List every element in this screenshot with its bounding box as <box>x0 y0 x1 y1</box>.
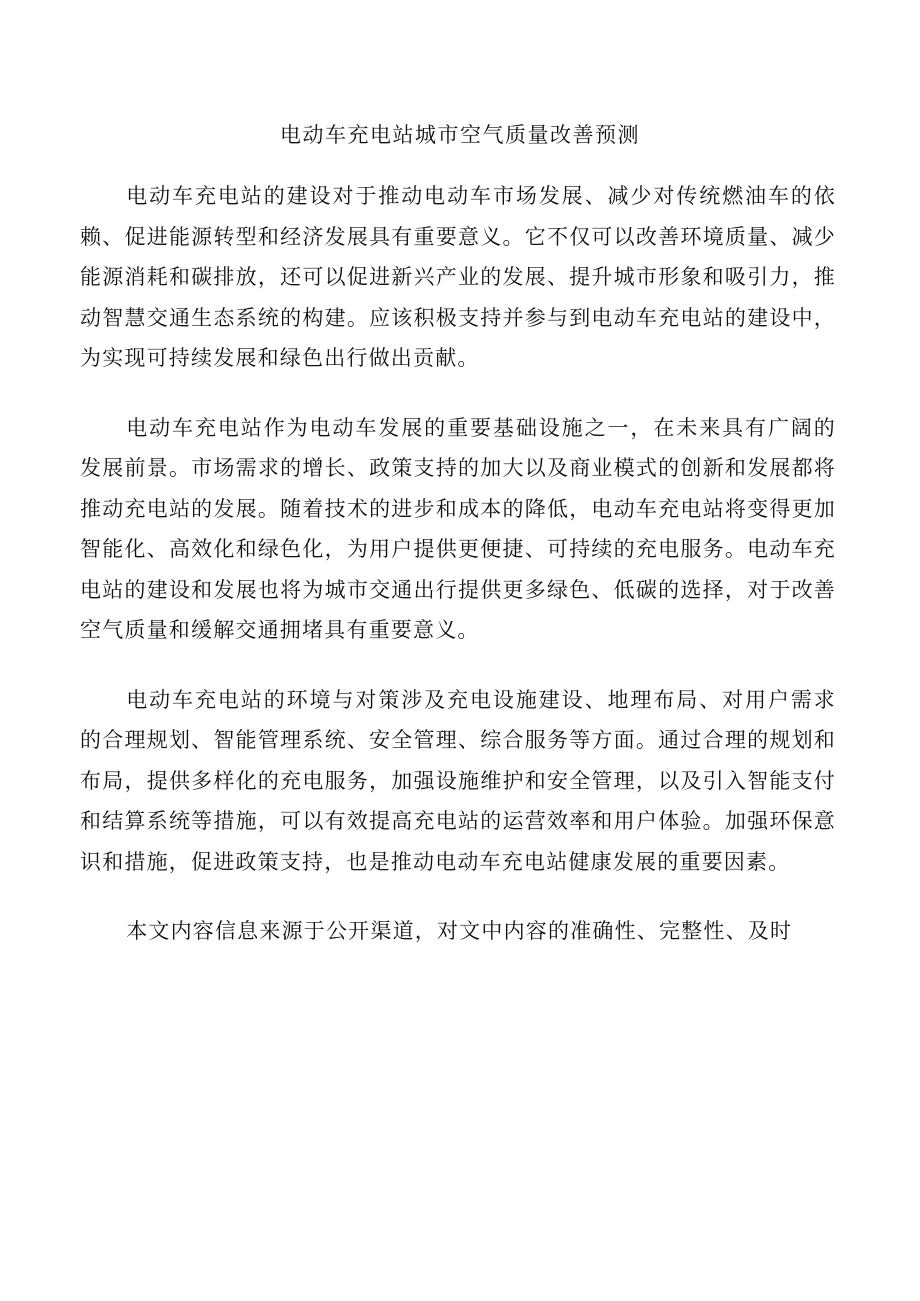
paragraph-3: 电动车充电站的环境与对策涉及充电设施建设、地理布局、对用户需求的合理规划、智能管理系统、安全管理、综合服务等方面。通过合理的规划和布局，提供多样化的充电服务，加强设施维护和安全管理，以及引入智能支付和结算系统等措施，可以有效提高充电站的运营效率和用户体验。加强环保意识和措施，促进政策支持，也是推动电动车充电站健康发展的重要因素。 <box>80 687 836 874</box>
paragraph-4: 本文内容信息来源于公开渠道，对文中内容的准确性、完整性、及时 <box>126 919 793 943</box>
document-body <box>80 176 836 952</box>
paragraph-1: 电动车充电站的建设对于推动电动车市场发展、减少对传统燃油车的依赖、促进能源转型和经济发展具有重要意义。它不仅可以改善环境质量、减少能源消耗和碳排放，还可以促进新兴产业的发展、提升城市形象和吸引力，推动智慧交通生态系统的构建。应该积极支持并参与到电动车充电站的建设中，为实现可持续发展和绿色出行做出贡献。 <box>80 184 836 370</box>
paragraph-2: 电动车充电站作为电动车发展的重要基础设施之一，在未来具有广阔的发展前景。市场需求的增长、政策支持的加大以及商业模式的创新和发展都将推动充电站的发展。随着技术的进步和成本的降低，电动车充电站将变得更加智能化、高效化和绿色化，为用户提供更便捷、可持续的充电服务。电动车充电站的建设和发展也将为城市交通出行提供更多绿色、低碳的选择，对于改善空气质量和缓解交通拥堵具有重要意义。 <box>80 415 836 642</box>
document-title: 电动车充电站城市空气质量改善预测 <box>280 123 640 147</box>
